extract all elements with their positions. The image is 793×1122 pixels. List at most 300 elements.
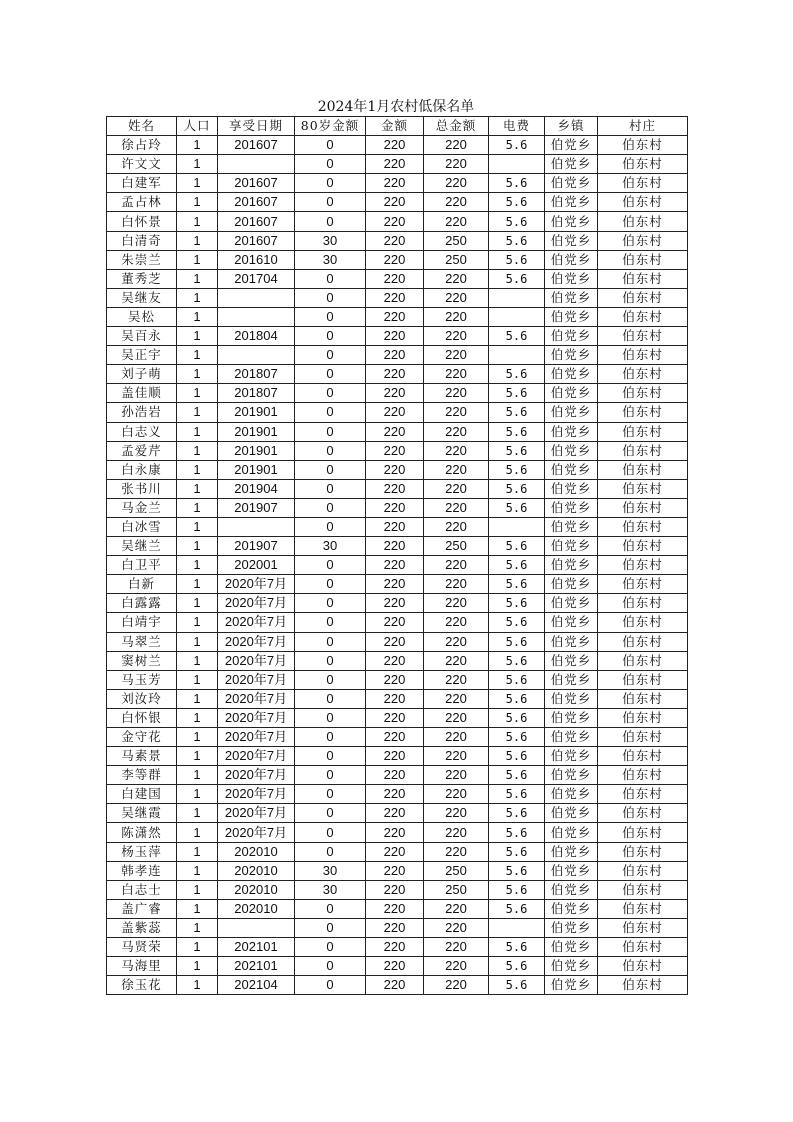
cell-age80-amount: 0 [295,575,366,594]
cell-amount: 220 [366,384,424,403]
cell-start-date: 2020年7月 [218,594,295,613]
table-row [107,422,688,441]
cell-age80-amount: 0 [295,422,366,441]
cell-age80-amount: 0 [295,346,366,365]
cell-name: 李等群 [107,766,177,785]
header-amount: 金额 [366,117,424,136]
cell-start-date: 202010 [218,899,295,918]
cell-start-date: 201607 [218,212,295,231]
cell-township: 伯党乡 [545,403,598,422]
cell-amount: 220 [366,441,424,460]
header-row [107,117,688,136]
table-row [107,594,688,613]
cell-start-date: 201610 [218,250,295,269]
cell-village: 伯东村 [598,365,688,384]
cell-amount: 220 [366,899,424,918]
cell-amount: 220 [366,498,424,517]
cell-name: 盖广睿 [107,899,177,918]
cell-start-date: 2020年7月 [218,632,295,651]
cell-household-size: 1 [177,689,218,708]
cell-amount: 220 [366,231,424,250]
cell-household-size: 1 [177,422,218,441]
cell-amount: 220 [366,422,424,441]
cell-amount: 220 [366,537,424,556]
cell-name: 盖佳顺 [107,384,177,403]
table-row [107,460,688,479]
cell-total-amount: 220 [424,613,489,632]
cell-electricity-fee: 5.6 [489,498,545,517]
cell-village: 伯东村 [598,976,688,995]
cell-township: 伯党乡 [545,957,598,976]
cell-start-date: 2020年7月 [218,823,295,842]
cell-household-size: 1 [177,708,218,727]
cell-household-size: 1 [177,288,218,307]
cell-start-date: 202101 [218,957,295,976]
cell-household-size: 1 [177,365,218,384]
cell-total-amount: 250 [424,537,489,556]
cell-township: 伯党乡 [545,728,598,747]
cell-electricity-fee: 5.6 [489,651,545,670]
cell-start-date: 201607 [218,136,295,155]
cell-amount: 220 [366,460,424,479]
cell-total-amount: 250 [424,250,489,269]
cell-amount: 220 [366,880,424,899]
cell-total-amount: 220 [424,365,489,384]
cell-electricity-fee: 5.6 [489,193,545,212]
cell-start-date: 2020年7月 [218,804,295,823]
cell-age80-amount: 0 [295,938,366,957]
cell-household-size: 1 [177,136,218,155]
cell-amount: 220 [366,670,424,689]
cell-start-date [218,346,295,365]
cell-name: 孟占林 [107,193,177,212]
cell-household-size: 1 [177,556,218,575]
table-row [107,556,688,575]
cell-name: 刘汝玲 [107,689,177,708]
cell-start-date [218,155,295,174]
cell-electricity-fee: 5.6 [489,747,545,766]
cell-amount: 220 [366,327,424,346]
cell-total-amount: 220 [424,823,489,842]
cell-total-amount: 220 [424,708,489,727]
header-age80-amount: 80岁金额 [295,117,366,136]
cell-total-amount: 220 [424,479,489,498]
header-start-date: 享受日期 [218,117,295,136]
cell-start-date: 201907 [218,498,295,517]
table-row [107,823,688,842]
cell-electricity-fee: 5.6 [489,403,545,422]
cell-electricity-fee: 5.6 [489,632,545,651]
cell-start-date: 2020年7月 [218,766,295,785]
cell-age80-amount: 0 [295,365,366,384]
cell-township: 伯党乡 [545,938,598,957]
cell-total-amount: 220 [424,441,489,460]
cell-amount: 220 [366,689,424,708]
cell-name: 许文文 [107,155,177,174]
cell-electricity-fee [489,918,545,937]
cell-name: 吴百永 [107,327,177,346]
cell-township: 伯党乡 [545,861,598,880]
subsidy-table [106,116,688,995]
cell-village: 伯东村 [598,938,688,957]
table-row [107,307,688,326]
cell-township: 伯党乡 [545,479,598,498]
cell-amount: 220 [366,212,424,231]
cell-name: 白露露 [107,594,177,613]
cell-total-amount: 220 [424,747,489,766]
document-title: 2024年1月农村低保名单 [317,99,475,115]
cell-village: 伯东村 [598,708,688,727]
cell-household-size: 1 [177,899,218,918]
cell-township: 伯党乡 [545,441,598,460]
cell-start-date: 2020年7月 [218,689,295,708]
cell-amount: 220 [366,136,424,155]
cell-household-size: 1 [177,517,218,536]
cell-household-size: 1 [177,575,218,594]
cell-electricity-fee: 5.6 [489,899,545,918]
cell-age80-amount: 0 [295,327,366,346]
cell-amount: 220 [366,556,424,575]
cell-township: 伯党乡 [545,823,598,842]
cell-village: 伯东村 [598,823,688,842]
cell-total-amount: 220 [424,327,489,346]
cell-total-amount: 220 [424,498,489,517]
cell-start-date: 201607 [218,231,295,250]
header-village: 村庄 [598,117,688,136]
cell-total-amount: 220 [424,804,489,823]
cell-amount: 220 [366,193,424,212]
cell-age80-amount: 0 [295,804,366,823]
cell-electricity-fee [489,155,545,174]
cell-name: 白建军 [107,174,177,193]
cell-electricity-fee: 5.6 [489,938,545,957]
cell-household-size: 1 [177,174,218,193]
cell-age80-amount: 0 [295,689,366,708]
cell-total-amount: 220 [424,670,489,689]
cell-township: 伯党乡 [545,250,598,269]
cell-amount: 220 [366,594,424,613]
cell-name: 马海里 [107,957,177,976]
table-row [107,899,688,918]
cell-name: 徐占玲 [107,136,177,155]
cell-start-date: 202010 [218,842,295,861]
cell-village: 伯东村 [598,460,688,479]
cell-village: 伯东村 [598,174,688,193]
cell-electricity-fee: 5.6 [489,537,545,556]
cell-village: 伯东村 [598,346,688,365]
cell-household-size: 1 [177,938,218,957]
cell-age80-amount: 30 [295,880,366,899]
table-row [107,918,688,937]
cell-start-date: 2020年7月 [218,613,295,632]
cell-total-amount: 220 [424,212,489,231]
cell-name: 吴继友 [107,288,177,307]
cell-township: 伯党乡 [545,537,598,556]
cell-household-size: 1 [177,823,218,842]
cell-age80-amount: 0 [295,269,366,288]
cell-electricity-fee: 5.6 [489,327,545,346]
cell-township: 伯党乡 [545,918,598,937]
cell-age80-amount: 0 [295,899,366,918]
cell-amount: 220 [366,632,424,651]
cell-total-amount: 220 [424,899,489,918]
cell-amount: 220 [366,747,424,766]
cell-start-date: 201901 [218,403,295,422]
cell-age80-amount: 30 [295,537,366,556]
cell-total-amount: 220 [424,575,489,594]
table-row [107,728,688,747]
cell-electricity-fee: 5.6 [489,861,545,880]
cell-amount: 220 [366,155,424,174]
cell-township: 伯党乡 [545,575,598,594]
cell-household-size: 1 [177,231,218,250]
cell-age80-amount: 0 [295,613,366,632]
table-row [107,861,688,880]
header-electricity-fee: 电费 [489,117,545,136]
cell-name: 徐玉花 [107,976,177,995]
table-row [107,766,688,785]
cell-amount: 220 [366,365,424,384]
table-row [107,174,688,193]
cell-township: 伯党乡 [545,460,598,479]
cell-township: 伯党乡 [545,708,598,727]
table-row [107,804,688,823]
cell-township: 伯党乡 [545,136,598,155]
cell-township: 伯党乡 [545,556,598,575]
cell-village: 伯东村 [598,880,688,899]
cell-village: 伯东村 [598,689,688,708]
header-total-amount: 总金额 [424,117,489,136]
cell-household-size: 1 [177,269,218,288]
cell-name: 白卫平 [107,556,177,575]
cell-name: 盖紫蕊 [107,918,177,937]
cell-township: 伯党乡 [545,288,598,307]
cell-household-size: 1 [177,327,218,346]
cell-age80-amount: 0 [295,785,366,804]
cell-amount: 220 [366,804,424,823]
cell-village: 伯东村 [598,899,688,918]
cell-total-amount: 220 [424,918,489,937]
table-row [107,785,688,804]
cell-village: 伯东村 [598,957,688,976]
cell-electricity-fee: 5.6 [489,479,545,498]
cell-age80-amount: 0 [295,747,366,766]
cell-household-size: 1 [177,613,218,632]
cell-village: 伯东村 [598,537,688,556]
cell-household-size: 1 [177,537,218,556]
cell-household-size: 1 [177,861,218,880]
cell-age80-amount: 0 [295,708,366,727]
cell-electricity-fee: 5.6 [489,556,545,575]
cell-total-amount: 220 [424,307,489,326]
cell-age80-amount: 0 [295,498,366,517]
cell-name: 刘子萌 [107,365,177,384]
cell-village: 伯东村 [598,231,688,250]
cell-household-size: 1 [177,670,218,689]
cell-start-date: 201807 [218,365,295,384]
cell-household-size: 1 [177,880,218,899]
cell-village: 伯东村 [598,594,688,613]
cell-township: 伯党乡 [545,689,598,708]
cell-age80-amount: 0 [295,594,366,613]
cell-village: 伯东村 [598,136,688,155]
cell-name: 马翠兰 [107,632,177,651]
cell-township: 伯党乡 [545,365,598,384]
cell-start-date: 202010 [218,880,295,899]
cell-name: 金守花 [107,728,177,747]
cell-age80-amount: 0 [295,479,366,498]
cell-electricity-fee: 5.6 [489,708,545,727]
cell-start-date: 2020年7月 [218,575,295,594]
cell-household-size: 1 [177,728,218,747]
cell-age80-amount: 30 [295,231,366,250]
cell-village: 伯东村 [598,861,688,880]
cell-township: 伯党乡 [545,422,598,441]
cell-name: 韩孝连 [107,861,177,880]
cell-township: 伯党乡 [545,155,598,174]
cell-start-date: 201901 [218,441,295,460]
cell-start-date: 201904 [218,479,295,498]
cell-village: 伯东村 [598,250,688,269]
cell-household-size: 1 [177,441,218,460]
cell-electricity-fee: 5.6 [489,785,545,804]
cell-household-size: 1 [177,651,218,670]
cell-electricity-fee: 5.6 [489,823,545,842]
cell-total-amount: 220 [424,136,489,155]
cell-total-amount: 220 [424,728,489,747]
table-row [107,498,688,517]
cell-household-size: 1 [177,212,218,231]
cell-township: 伯党乡 [545,670,598,689]
cell-village: 伯东村 [598,441,688,460]
cell-amount: 220 [366,288,424,307]
cell-household-size: 1 [177,346,218,365]
cell-household-size: 1 [177,976,218,995]
cell-household-size: 1 [177,804,218,823]
cell-age80-amount: 0 [295,155,366,174]
cell-amount: 220 [366,346,424,365]
cell-household-size: 1 [177,384,218,403]
cell-village: 伯东村 [598,193,688,212]
header-township: 乡镇 [545,117,598,136]
cell-total-amount: 220 [424,269,489,288]
table-row [107,441,688,460]
cell-start-date: 2020年7月 [218,747,295,766]
cell-name: 张书川 [107,479,177,498]
cell-name: 吴继兰 [107,537,177,556]
cell-electricity-fee: 5.6 [489,136,545,155]
cell-amount: 220 [366,269,424,288]
cell-total-amount: 220 [424,193,489,212]
cell-household-size: 1 [177,747,218,766]
cell-start-date: 202101 [218,938,295,957]
cell-total-amount: 220 [424,957,489,976]
cell-age80-amount: 0 [295,632,366,651]
cell-name: 吴继霞 [107,804,177,823]
cell-village: 伯东村 [598,212,688,231]
cell-village: 伯东村 [598,651,688,670]
table-row [107,384,688,403]
cell-township: 伯党乡 [545,785,598,804]
table-row [107,136,688,155]
cell-start-date: 2020年7月 [218,651,295,670]
cell-electricity-fee: 5.6 [489,250,545,269]
cell-electricity-fee: 5.6 [489,575,545,594]
cell-village: 伯东村 [598,155,688,174]
header-household-size: 人口 [177,117,218,136]
cell-total-amount: 220 [424,384,489,403]
cell-name: 白靖宇 [107,613,177,632]
cell-village: 伯东村 [598,327,688,346]
cell-household-size: 1 [177,594,218,613]
cell-total-amount: 220 [424,403,489,422]
cell-name: 孟爱芹 [107,441,177,460]
cell-household-size: 1 [177,307,218,326]
cell-village: 伯东村 [598,575,688,594]
cell-name: 孙浩岩 [107,403,177,422]
cell-start-date: 201607 [218,174,295,193]
cell-household-size: 1 [177,193,218,212]
cell-township: 伯党乡 [545,632,598,651]
cell-household-size: 1 [177,918,218,937]
table-row [107,976,688,995]
cell-total-amount: 220 [424,422,489,441]
table-row [107,517,688,536]
cell-township: 伯党乡 [545,346,598,365]
cell-amount: 220 [366,785,424,804]
cell-age80-amount: 0 [295,556,366,575]
cell-start-date: 202104 [218,976,295,995]
table-row [107,842,688,861]
cell-name: 吴松 [107,307,177,326]
cell-age80-amount: 0 [295,957,366,976]
cell-electricity-fee: 5.6 [489,460,545,479]
table-row [107,193,688,212]
cell-start-date: 201804 [218,327,295,346]
table-row [107,613,688,632]
cell-name: 白志士 [107,880,177,899]
cell-start-date: 201901 [218,422,295,441]
cell-village: 伯东村 [598,556,688,575]
cell-total-amount: 220 [424,976,489,995]
cell-township: 伯党乡 [545,212,598,231]
cell-village: 伯东村 [598,288,688,307]
cell-age80-amount: 0 [295,517,366,536]
cell-village: 伯东村 [598,517,688,536]
table-row [107,632,688,651]
cell-township: 伯党乡 [545,804,598,823]
cell-electricity-fee: 5.6 [489,384,545,403]
cell-amount: 220 [366,708,424,727]
cell-total-amount: 220 [424,346,489,365]
cell-household-size: 1 [177,498,218,517]
cell-age80-amount: 0 [295,384,366,403]
cell-total-amount: 220 [424,174,489,193]
cell-age80-amount: 0 [295,288,366,307]
cell-amount: 220 [366,307,424,326]
table-row [107,957,688,976]
cell-electricity-fee: 5.6 [489,422,545,441]
cell-age80-amount: 0 [295,823,366,842]
cell-start-date [218,288,295,307]
table-row [107,231,688,250]
cell-amount: 220 [366,842,424,861]
cell-name: 陈潇然 [107,823,177,842]
cell-start-date: 201807 [218,384,295,403]
cell-age80-amount: 0 [295,670,366,689]
cell-amount: 220 [366,957,424,976]
table-row [107,346,688,365]
